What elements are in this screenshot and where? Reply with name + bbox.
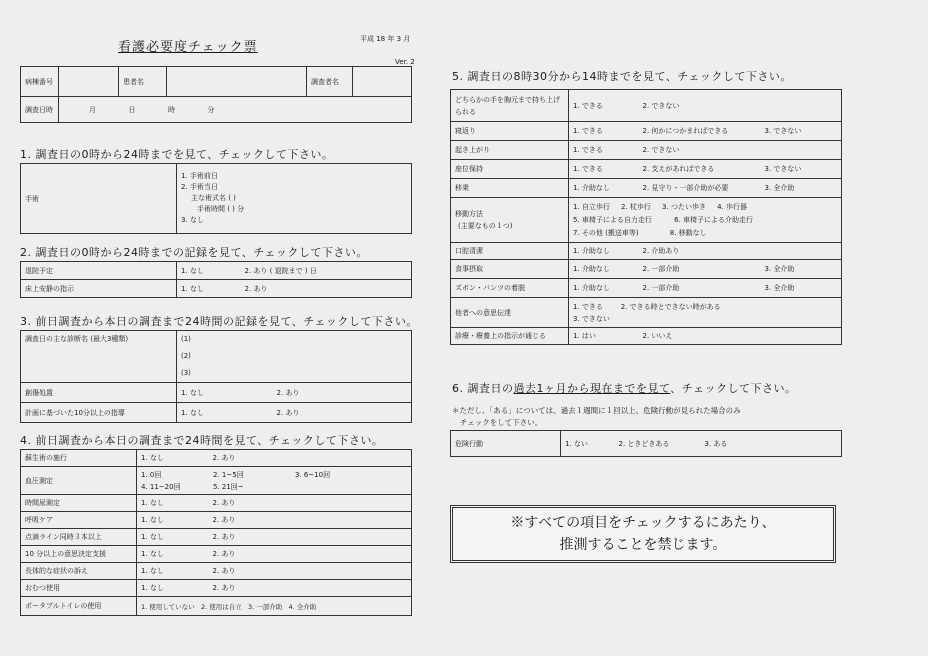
dressing-label: ズボン・パンツの着脱 — [451, 279, 569, 298]
guidance-opt-1[interactable]: 1. なし — [177, 403, 273, 423]
meal-label: 食事摂取 — [451, 260, 569, 279]
mobility-line-3[interactable]: 7. その他 (搬送車等) 8. 移動なし — [573, 228, 707, 237]
mobility-label-1: 移動方法 — [455, 210, 483, 218]
dressing-opt-1[interactable]: 1. 介助なし — [569, 279, 639, 298]
urine-label: 時間尿測定 — [21, 495, 137, 512]
instruction-label: 診療・療養上の指示が通じる — [451, 328, 569, 345]
surveyor-field[interactable] — [353, 67, 412, 97]
table-row — [21, 580, 412, 597]
diagnosis-2[interactable]: (2) — [181, 352, 191, 360]
meal-opt-3[interactable]: 3. 全介助 — [761, 260, 842, 279]
transfer-opt-3[interactable]: 3. 全介助 — [761, 179, 842, 198]
oral-care-opt-1[interactable]: 1. 介助なし — [569, 243, 639, 260]
section-6-table — [450, 430, 842, 457]
table-row — [451, 243, 842, 260]
section-5-title: 5. 調査日の8時30分から14時までを見て、チェックして下さい。 — [452, 70, 792, 83]
diaper-opt-2[interactable]: 2. あり — [209, 580, 412, 597]
surveyor-label: 調査者名 — [307, 67, 353, 97]
communication-line-1[interactable]: 1. できる 2. できる時とできない時がある — [573, 302, 721, 311]
bp-options[interactable] — [137, 467, 412, 495]
bp-opt-5[interactable]: 5. 21回~ — [213, 482, 244, 491]
decision-opt-2[interactable]: 2. あり — [209, 546, 412, 563]
table-row — [21, 403, 412, 423]
roll-over-opt-3[interactable]: 3. できない — [761, 122, 842, 141]
mobility-options[interactable] — [569, 198, 842, 243]
roll-over-opt-2[interactable]: 2. 何かにつかまればできる — [639, 122, 761, 141]
table-row — [451, 198, 842, 243]
hour-label: 時 — [167, 105, 175, 114]
section-4-title: 4. 前日調査から本日の調査まで24時間を見て、チェックして下さい。 — [20, 434, 384, 447]
section-3-title: 3. 前日調査から本日の調査まで24時間の記録を見て、チェックして下さい。 — [20, 315, 418, 328]
resuscitation-label: 蘇生術の施行 — [21, 450, 137, 467]
decision-opt-1[interactable]: 1. なし — [137, 546, 209, 563]
version-label: Ver. 2 — [395, 58, 415, 66]
danger-opt-3[interactable]: 3. ある — [701, 431, 842, 457]
meal-opt-1[interactable]: 1. 介助なし — [569, 260, 639, 279]
discharge-opt-2[interactable]: 2. あり ( 退院まで ) 日 — [241, 262, 412, 280]
section-1-table — [20, 163, 412, 234]
sitting-label: 座位保持 — [451, 160, 569, 179]
surgery-procedure[interactable]: 主な術式名 ( ) — [191, 194, 236, 202]
section-6-title-post: 、チェックして下さい。 — [670, 382, 797, 395]
table-row — [451, 279, 842, 298]
sit-up-label: 起き上がり — [451, 141, 569, 160]
toilet-opt-3[interactable]: 3. 一部介助 — [247, 602, 283, 611]
transfer-opt-2[interactable]: 2. 見守り・一部介助が必要 — [639, 179, 761, 198]
patient-name-field[interactable] — [167, 67, 307, 97]
sitting-opt-1[interactable]: 1. できる — [569, 160, 639, 179]
bedrest-opt-2[interactable]: 2. あり — [241, 280, 412, 298]
notice-line-2: 推測することを禁じます。 — [559, 537, 727, 553]
toilet-opt-1[interactable]: 1. 使用していない — [141, 602, 195, 611]
bp-opt-4[interactable]: 4. 11~20回 — [141, 482, 181, 491]
table-row — [451, 179, 842, 198]
iv-label: 点滴ライン同時３本以上 — [21, 529, 137, 546]
section-2-table — [20, 261, 412, 298]
resuscitation-opt-2[interactable]: 2. あり — [209, 450, 412, 467]
instruction-opt-1[interactable]: 1. はい — [569, 328, 639, 345]
urine-opt-2[interactable]: 2. あり — [209, 495, 412, 512]
mobility-label — [451, 198, 569, 243]
table-row — [21, 280, 412, 298]
table-row — [451, 298, 842, 328]
toilet-opt-4[interactable]: 4. 全介助 — [288, 602, 317, 611]
mobility-line-2[interactable]: 5. 車椅子による自力走行 6. 車椅子による介助走行 — [573, 215, 754, 224]
communication-options[interactable] — [569, 298, 842, 328]
section-6-title — [452, 380, 796, 396]
table-row — [451, 141, 842, 160]
bedrest-label: 床上安静の指示 — [21, 280, 177, 298]
surgery-options[interactable] — [177, 164, 412, 234]
section-5-table — [450, 89, 842, 345]
symptom-opt-2[interactable]: 2. あり — [209, 563, 412, 580]
table-row — [451, 328, 842, 345]
section-6-note-2: チェックをして下さい。 — [460, 418, 543, 427]
date-label: 平成 18 年 3 月 — [360, 35, 411, 43]
section-6-title-pre: 6. 調査日の — [452, 382, 514, 395]
diaper-label: おむつ使用 — [21, 580, 137, 597]
diagnosis-label: 調査日の主な診断名 (最大3種類) — [21, 331, 177, 383]
oral-care-label: 口腔清潔 — [451, 243, 569, 260]
section-3-table — [20, 330, 412, 423]
minute-label: 分 — [207, 105, 215, 114]
section-6-note-1: ＊ただし、「ある」については、過去１週間に１回以上、危険行動が見られた場合のみ — [452, 406, 741, 415]
respiratory-opt-2[interactable]: 2. あり — [209, 512, 412, 529]
sitting-opt-2[interactable]: 2. 支えがあればできる — [639, 160, 761, 179]
patient-name-label: 患者名 — [119, 67, 167, 97]
discharge-opt-1[interactable]: 1. なし — [177, 262, 241, 280]
table-row — [21, 450, 412, 467]
notice-box — [450, 505, 836, 563]
table-row — [451, 160, 842, 179]
surgery-opt-3[interactable]: 3. なし — [181, 216, 204, 224]
table-row — [21, 512, 412, 529]
table-row — [21, 383, 412, 403]
toilet-options[interactable] — [137, 597, 412, 616]
day-label: 日 — [128, 105, 136, 114]
raise-hand-label: どちらかの手を胸元まで持ち上げられる — [451, 90, 569, 122]
page-title: 看護必要度チェック票 — [118, 40, 258, 55]
discharge-label: 退院予定 — [21, 262, 177, 280]
survey-date-field[interactable] — [59, 97, 412, 123]
transfer-label: 移乗 — [451, 179, 569, 198]
communication-line-2[interactable]: 3. できない — [573, 314, 610, 323]
instruction-opt-2[interactable]: 2. いいえ — [639, 328, 842, 345]
guidance-opt-2[interactable]: 2. あり — [273, 403, 412, 423]
wound-care-opt-2[interactable]: 2. あり — [273, 383, 412, 403]
dressing-opt-2[interactable]: 2. 一部介助 — [639, 279, 761, 298]
table-row — [451, 122, 842, 141]
decision-label: 10 分以上の意思決定支援 — [21, 546, 137, 563]
bedrest-opt-1[interactable]: 1. なし — [177, 280, 241, 298]
oral-care-opt-2[interactable]: 2. 介助あり — [639, 243, 842, 260]
section-4-table — [20, 449, 412, 616]
section-1-title: 1. 調査日の0時から24時までを見て、チェックして下さい。 — [20, 148, 334, 161]
section-6-title-underlined: 過去1ヶ月から現在までを見て — [513, 382, 671, 395]
roll-over-opt-1[interactable]: 1. できる — [569, 122, 639, 141]
iv-opt-2[interactable]: 2. あり — [209, 529, 412, 546]
respiratory-label: 呼吸ケア — [21, 512, 137, 529]
toilet-label: ポータブルトイレの使用 — [21, 597, 137, 616]
table-row — [21, 597, 412, 616]
respiratory-opt-1[interactable]: 1. なし — [137, 512, 209, 529]
diagnosis-fields[interactable] — [177, 331, 412, 383]
diaper-opt-1[interactable]: 1. なし — [137, 580, 209, 597]
ward-number-label: 病棟番号 — [21, 67, 59, 97]
diagnosis-1[interactable]: (1) — [181, 335, 191, 343]
table-row — [21, 467, 412, 495]
surgery-opt-1[interactable]: 1. 手術前日 — [181, 172, 218, 180]
sit-up-opt-2[interactable]: 2. できない — [639, 141, 842, 160]
guidance-label: 計画に基づいた10分以上の指導 — [21, 403, 177, 423]
urine-opt-1[interactable]: 1. なし — [137, 495, 209, 512]
table-row — [21, 529, 412, 546]
wound-care-opt-1[interactable]: 1. なし — [177, 383, 273, 403]
transfer-opt-1[interactable]: 1. 介助なし — [569, 179, 639, 198]
surgery-duration[interactable]: 手術時間 ( ) 分 — [197, 205, 245, 213]
diagnosis-3[interactable]: (3) — [181, 369, 191, 377]
ward-number-field[interactable] — [59, 67, 119, 97]
survey-date-label: 調査日時 — [21, 97, 59, 123]
section-2-title: 2. 調査日の0時から24時までの記録を見て、チェックして下さい。 — [20, 246, 368, 259]
mobility-line-1[interactable]: 1. 自立歩行 2. 杖歩行 3. つたい歩き 4. 歩行器 — [573, 202, 747, 211]
danger-label: 危険行動 — [451, 431, 561, 457]
table-row — [21, 563, 412, 580]
raise-hand-opt-2[interactable]: 2. できない — [639, 90, 842, 122]
communication-label: 他者への意思伝達 — [451, 298, 569, 328]
symptom-label: 長体的な症状の訴え — [21, 563, 137, 580]
raise-hand-opt-1[interactable]: 1. できる — [569, 90, 639, 122]
table-row — [21, 495, 412, 512]
sit-up-opt-1[interactable]: 1. できる — [569, 141, 639, 160]
wound-care-label: 創傷処置 — [21, 383, 177, 403]
surgery-label: 手術 — [21, 164, 177, 234]
month-label: 月 — [89, 105, 96, 114]
mobility-label-2: (主要なもの１つ) — [458, 222, 513, 230]
table-row — [21, 546, 412, 563]
table-row — [451, 90, 842, 122]
roll-over-label: 寝返り — [451, 122, 569, 141]
dressing-opt-3[interactable]: 3. 全介助 — [761, 279, 842, 298]
bp-label: 血圧測定 — [21, 467, 137, 495]
bp-opt-1[interactable]: 1. 0回 — [141, 470, 162, 479]
sitting-opt-3[interactable]: 3. できない — [761, 160, 842, 179]
resuscitation-opt-1[interactable]: 1. なし — [137, 450, 209, 467]
bp-opt-2[interactable]: 2. 1~5回 — [213, 470, 244, 479]
table-row — [21, 262, 412, 280]
table-row — [451, 431, 842, 457]
table-row — [451, 260, 842, 279]
meal-opt-2[interactable]: 2. 一部介助 — [639, 260, 761, 279]
danger-opt-1[interactable]: 1. ない — [561, 431, 615, 457]
iv-opt-1[interactable]: 1. なし — [137, 529, 209, 546]
toilet-opt-2[interactable]: 2. 使用は自立 — [200, 602, 242, 611]
notice-line-1: ※すべての項目をチェックするにあたり、 — [510, 515, 776, 531]
surgery-opt-2[interactable]: 2. 手術当日 — [181, 183, 218, 191]
danger-opt-2[interactable]: 2. ときどきある — [615, 431, 701, 457]
symptom-opt-1[interactable]: 1. なし — [137, 563, 209, 580]
bp-opt-3[interactable]: 3. 6~10回 — [295, 470, 331, 479]
patient-info-table — [20, 66, 412, 123]
